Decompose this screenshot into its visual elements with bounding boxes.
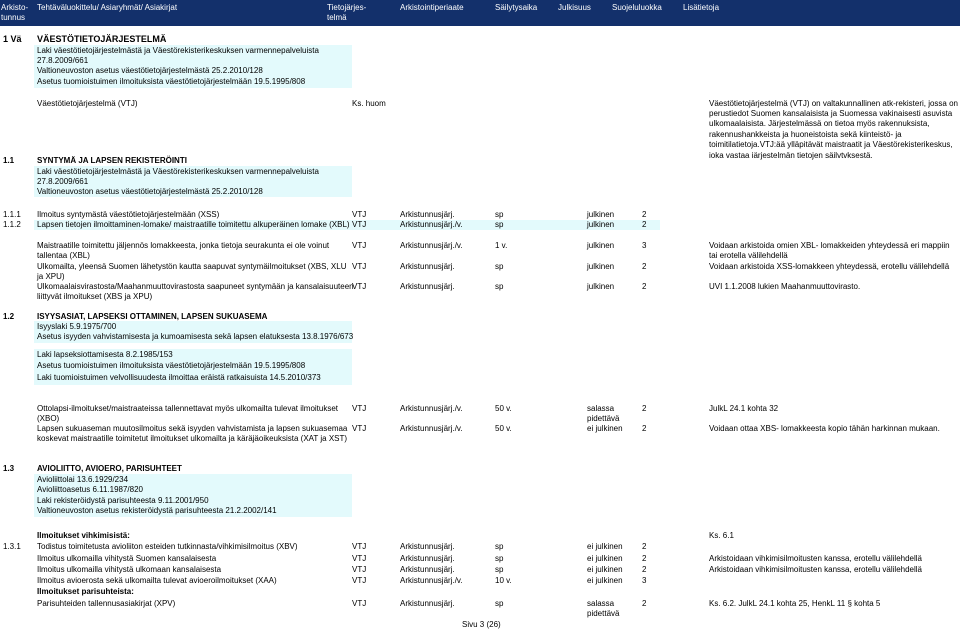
row-retention: sp — [495, 554, 504, 563]
row-protection: 2 — [642, 565, 647, 574]
vtj-label: Väestötietojärjestelmä (VTJ) — [37, 99, 138, 108]
row-publicity: pidettävä — [587, 414, 620, 423]
row-protection: 2 — [642, 554, 647, 563]
row-publicity: ei julkinen — [587, 565, 623, 574]
col-tietojarjestelma — [327, 3, 366, 23]
row-archive: Arkistunnusjärj. — [400, 599, 455, 608]
col-lisatietoja: Lisätietoja — [683, 3, 720, 12]
row-system: VTJ — [352, 220, 367, 229]
section-title: AVIOLIITTO, AVIOERO, PARISUHTEET — [37, 464, 182, 473]
row-archive: Arkistunnusjärj. — [400, 542, 455, 551]
row-system: VTJ — [352, 282, 367, 291]
row-system: VTJ — [352, 599, 367, 608]
row-text: Ulkomailta, yleensä Suomen lähetystön kautta saapuvat syntymäilmoitukset (XBS, XLU — [37, 262, 347, 271]
row-text: Ilmoitus ulkomailla vihitystä ulkomaan kansalaisesta — [37, 565, 222, 574]
row-retention: 50 v. — [495, 424, 512, 433]
col-tietojarjestelma-line2: telmä — [327, 13, 347, 22]
row-archive: Arkistunnusjärj./v. — [400, 220, 463, 229]
row-retention: 50 v. — [495, 404, 512, 413]
row-archive: Arkistunnusjärj. — [400, 565, 455, 574]
row-archive: Arkistunnusjärj. — [400, 262, 455, 271]
row-text: Ilmoitus syntymästä väestötietojärjestelmään (XSS) — [37, 210, 220, 219]
col-julkisuus: Julkisuus — [558, 3, 591, 12]
vtj-note-line: rakennushankkeista ja huoneistoista sekä kiinteistö- ja — [709, 130, 902, 139]
section-title: VÄESTÖTIETOJÄRJESTELMÄ — [37, 34, 167, 44]
row-text: liittyvät ilmoitukset (XBS ja XPU) — [37, 292, 153, 301]
row-publicity: salassa — [587, 404, 615, 413]
row-system: VTJ — [352, 210, 367, 219]
vtj-huom: Ks. huom — [352, 99, 386, 108]
row-number: 1.1.2 — [3, 220, 21, 229]
row-note: UVI 1.1.2008 lukien Maahanmuuttovirasto. — [709, 282, 861, 291]
row-retention: sp — [495, 542, 504, 551]
law-line: Laki rekisteröidystä parisuhteesta 9.11.2001/950 — [37, 496, 209, 505]
law-line: Asetus isyyden vahvistamisesta ja kumoamisesta sekä lapsen elatuksesta 13.8.1976/673 — [37, 332, 354, 341]
row-archive: Arkistunnusjärj./v. — [400, 424, 463, 433]
subheading: Ilmoitukset parisuhteista: — [37, 587, 134, 596]
row-note: Ks. 6.2. JulkL 24.1 kohta 25, HenkL 11 § kohta 5 — [709, 599, 881, 608]
row-system: VTJ — [352, 554, 367, 563]
row-note: Ks. 6.1 — [709, 531, 734, 540]
page-number: Sivu 3 (26) — [462, 620, 501, 629]
section-number: 1.1 — [3, 156, 15, 165]
row-publicity: salassa — [587, 599, 615, 608]
row-retention: sp — [495, 282, 504, 291]
section-number: 1.3 — [3, 464, 15, 473]
row-system: VTJ — [352, 404, 367, 413]
col-arkistotunnus — [1, 3, 28, 23]
vtj-note-line: toimitilatietoja.VTJ:ää ylläpitävät maistraatit ja Väestörekisterikeskus, — [709, 140, 953, 149]
row-publicity: ei julkinen — [587, 542, 623, 551]
row-system: VTJ — [352, 424, 367, 433]
row-text: Lapsen tietojen ilmoittaminen-lomake/ maistraatille toimitettu alkuperäinen lomake (XBL) — [37, 220, 350, 229]
law-line: Laki tuomioistuimen velvollisuudesta ilmoittaa eräistä ratkaisuista 14.5.2010/373 — [37, 373, 321, 382]
row-protection: 2 — [642, 424, 647, 433]
law-line: Asetus tuomioistuimen ilmoituksista väestötietojärjestelmään 19.5.1995/808 — [37, 361, 306, 370]
column-header-bar — [0, 0, 960, 26]
col-suojeluluokka: Suojeluluokka — [612, 3, 662, 12]
row-note: JulkL 24.1 kohta 32 — [709, 404, 779, 413]
col-tietojarjestelma-line1: Tietojärjes- — [327, 3, 367, 12]
row-text: tallentaa (XBL) — [37, 251, 90, 260]
row-text: ja XPU) — [37, 272, 65, 281]
row-protection: 2 — [642, 282, 647, 291]
row-text: Ulkomaalaisvirastosta/Maahanmuuttovirastosta saapuneet syntymään ja kansalaisuuteen — [37, 282, 354, 291]
row-retention: 1 v. — [495, 241, 508, 250]
col-arkistotunnus-line2: tunnus — [1, 13, 26, 22]
law-line: Valtioneuvoston asetus rekisteröidystä parisuhteesta 21.2.2002/141 — [37, 506, 277, 515]
row-text: Ilmoitus avioerosta sekä ulkomailta tulevat avioeroilmoitukset (XAA) — [37, 576, 277, 585]
row-note: tai erotella välilehdellä — [709, 251, 788, 260]
row-text: Ottolapsi-ilmoitukset/maistraateissa tallennettavat myös ulkomailta tulevat ilmoitukset — [37, 404, 339, 413]
row-publicity: ei julkinen — [587, 554, 623, 563]
row-note: Arkistoidaan vihkimisilmoitusten kanssa, erotellu välilehdellä — [709, 554, 922, 563]
row-system: VTJ — [352, 262, 367, 271]
row-number: 1.3.1 — [3, 542, 21, 551]
law-line: Laki lapseksiottamisesta 8.2.1985/153 — [37, 350, 173, 359]
row-text: Todistus toimitetusta avioliiton esteiden tutkinnasta/vihkimisilmoitus (XBV) — [37, 542, 298, 551]
row-retention: sp — [495, 565, 504, 574]
row-system: VTJ — [352, 241, 367, 250]
law-line: 27.8.2009/661 — [37, 177, 89, 186]
row-retention: sp — [495, 210, 504, 219]
row-text: koskevat maistraatille toimitetut ilmoitukset ulkomailta ja käräjäoikeuksista (XAT ja XST) — [37, 434, 348, 443]
row-note: Voidaan arkistoida omien XBL- lomakkeiden yhteydessä eri mappiin — [709, 241, 950, 250]
law-line: 27.8.2009/661 — [37, 56, 89, 65]
row-protection: 2 — [642, 262, 647, 271]
row-publicity: pidettävä — [587, 609, 620, 618]
section-number: 1 Vä — [3, 34, 22, 44]
law-line: Valtioneuvoston asetus väestötietojärjestelmästä 25.2.2010/128 — [37, 66, 263, 75]
row-publicity: julkinen — [587, 282, 615, 291]
subheading: Ilmoitukset vihkimisistä: — [37, 531, 130, 540]
vtj-note-line: ulkomaalaisista. Järjestelmässä on tietoa myös rakennuksista, — [709, 119, 930, 128]
law-line: Avioliittolai 13.6.1929/234 — [37, 475, 129, 484]
row-protection: 2 — [642, 542, 647, 551]
row-publicity: julkinen — [587, 262, 615, 271]
row-retention: sp — [495, 599, 504, 608]
section-number: 1.2 — [3, 312, 15, 321]
col-sailytysaika: Säilytysaika — [495, 3, 538, 12]
row-note: Voidaan ottaa XBS- lomakkeesta kopio tähän harkinnan mukaan. — [709, 424, 940, 433]
row-protection: 3 — [642, 241, 647, 250]
row-text: (XBO) — [37, 414, 60, 423]
row-archive: Arkistunnusjärj./v. — [400, 241, 463, 250]
row-protection: 2 — [642, 599, 647, 608]
row-archive: Arkistunnusjärj. — [400, 282, 455, 291]
row-protection: 2 — [642, 210, 647, 219]
row-system: VTJ — [352, 542, 367, 551]
law-line: Asetus tuomioistuimen ilmoituksista väestötietojärjestelmään 19.5.1995/808 — [37, 77, 306, 86]
row-system: VTJ — [352, 565, 367, 574]
row-system: VTJ — [352, 576, 367, 585]
row-text: Ilmoitus ulkomailla vihitystä Suomen kansalaisesta — [37, 554, 217, 563]
vtj-note-line: perustiedot Suomen kansalaisista ja Suomessa vakinaisesti asuvista — [709, 109, 953, 118]
col-arkistotunnus-line1: Arkisto- — [1, 3, 29, 12]
row-publicity: ei julkinen — [587, 424, 623, 433]
section-title: ISYYSASIAT, LAPSEKSI OTTAMINEN, LAPSEN SUKUASEMA — [37, 312, 268, 321]
row-archive: Arkistunnusjärj. — [400, 210, 455, 219]
row-publicity: julkinen — [587, 210, 615, 219]
row-publicity: julkinen — [587, 241, 615, 250]
row-note: Arkistoidaan vihkimisilmoitusten kanssa, erotellu välilehdellä — [709, 565, 922, 574]
row-archive: Arkistunnusjärj./v. — [400, 576, 463, 585]
law-line: Avioliittoasetus 6.11.1987/820 — [37, 485, 144, 494]
row-protection: 2 — [642, 220, 647, 229]
row-archive: Arkistunnusjärj./v. — [400, 404, 463, 413]
row-publicity: ei julkinen — [587, 576, 623, 585]
row-archive: Arkistunnusjärj. — [400, 554, 455, 563]
vtj-note-line: Väestötietojärjestelmä (VTJ) on valtakunnallinen atk-rekisteri, jossa on — [709, 99, 959, 108]
vtj-note-line: ioka vastaa iärjestelmän tietojen säilvtvksestä. — [709, 151, 873, 160]
row-number: 1.1.1 — [3, 210, 21, 219]
section-title: SYNTYMÄ JA LAPSEN REKISTERÖINTI — [37, 156, 187, 165]
row-text: Lapsen sukuaseman muutosilmoitus sekä isyyden vahvistamista ja lapsen sukuasemaa — [37, 424, 348, 433]
row-note: Voidaan arkistoida XSS-lomakkeen yhteydessä, erotellu välilehdellä — [709, 262, 950, 271]
law-line: Isyyslaki 5.9.1975/700 — [37, 322, 117, 331]
row-retention: sp — [495, 220, 504, 229]
col-tehtava: Tehtäväluokittelu/ Asiaryhmät/ Asiakirjat — [37, 3, 178, 12]
law-line: Valtioneuvoston asetus väestötietojärjestelmästä 25.2.2010/128 — [37, 187, 263, 196]
row-publicity: julkinen — [587, 220, 615, 229]
row-retention: sp — [495, 262, 504, 271]
col-arkistointiperiaate: Arkistointiperiaate — [400, 3, 464, 12]
row-text: Maistraatille toimitettu jäljennös lomakkeesta, jonka tietoja seurakunta ei ole voinut — [37, 241, 330, 250]
law-line: Laki väestötietojärjestelmästä ja Väestörekisterikeskuksen varmennepalveluista — [37, 46, 319, 55]
row-protection: 2 — [642, 404, 647, 413]
row-retention: 10 v. — [495, 576, 512, 585]
law-line: Laki väestötietojärjestelmästä ja Väestörekisterikeskuksen varmennepalveluista — [37, 167, 319, 176]
row-text: Parisuhteiden tallennusasiakirjat (XPV) — [37, 599, 176, 608]
row-protection: 3 — [642, 576, 647, 585]
